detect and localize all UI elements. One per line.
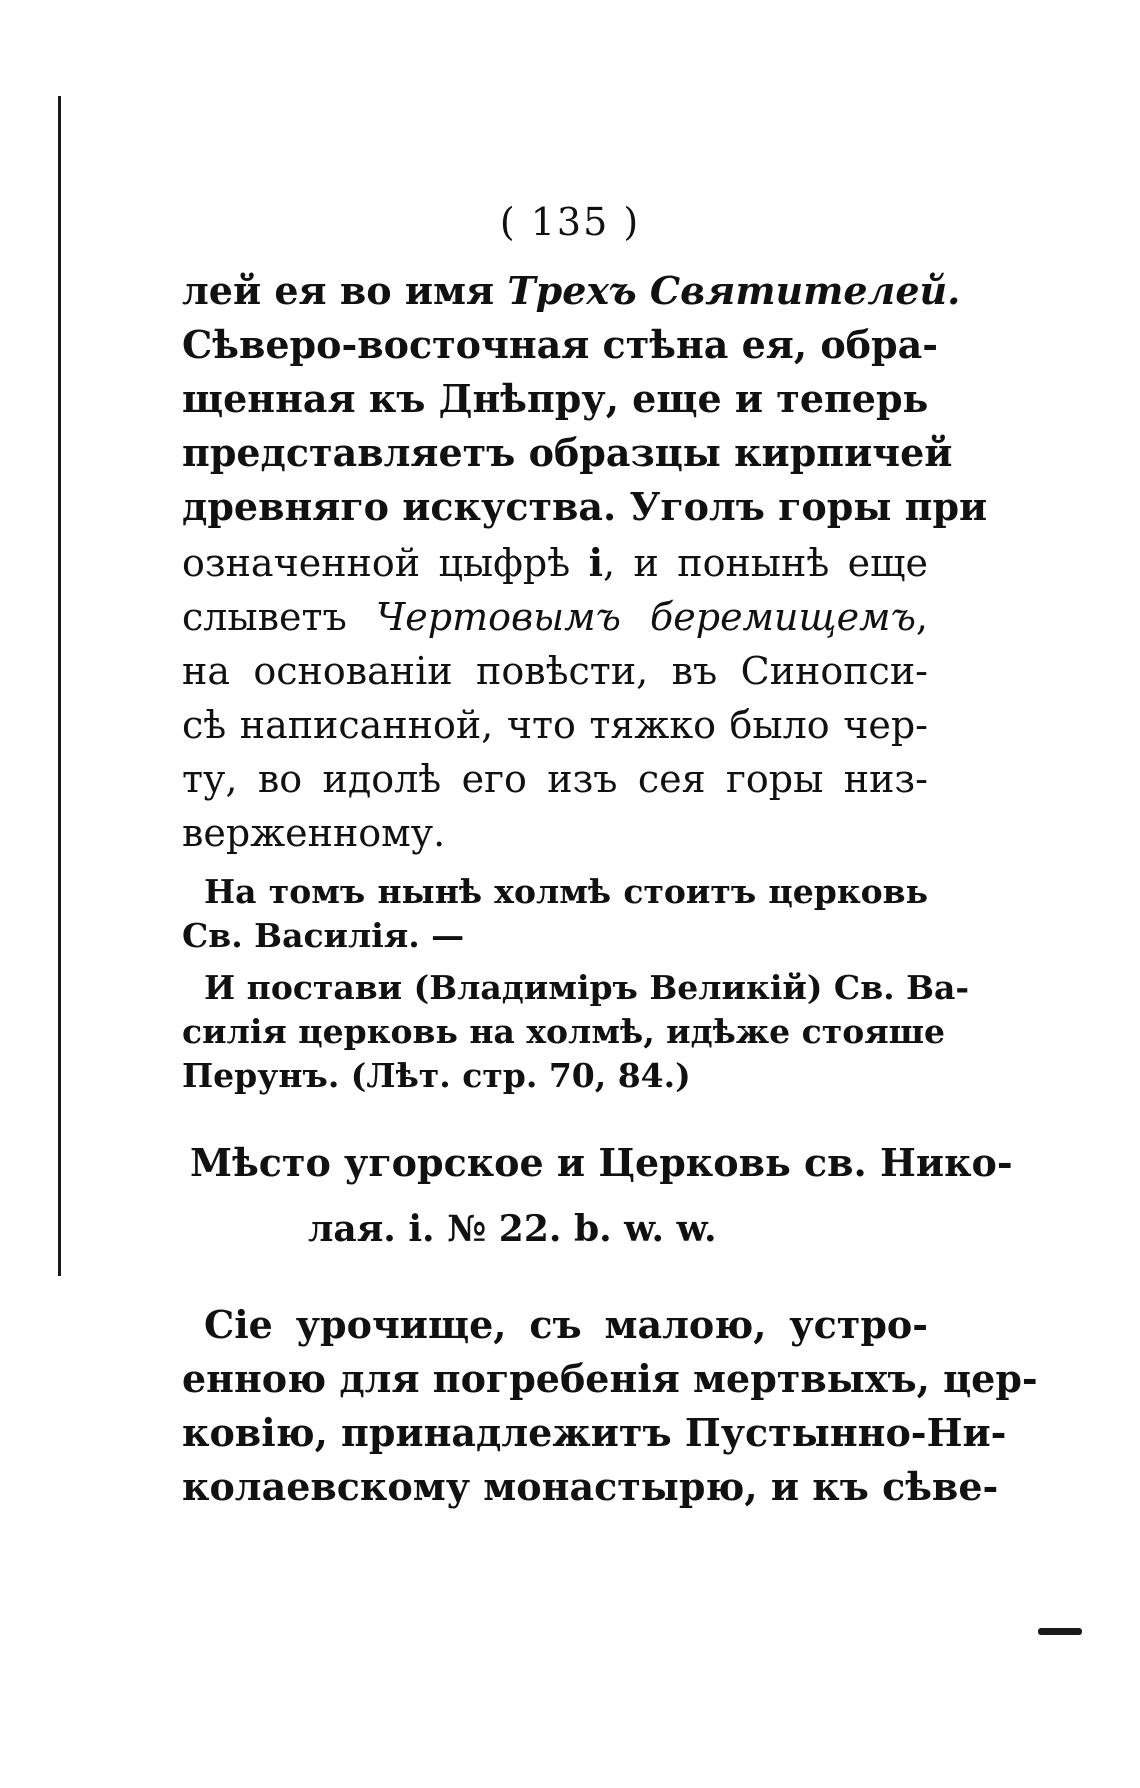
page-number: ( 135 )	[499, 200, 641, 244]
text-line: древняго искуства. Уголъ горы при	[182, 484, 988, 529]
quote-line: силія церковь на холмѣ, идѣже стояше	[182, 1012, 946, 1051]
scan-edge-rule	[58, 96, 61, 1276]
text-line: щенная къ Днѣпру, еще и теперь	[182, 376, 929, 421]
numeral-glyph: і	[588, 540, 603, 585]
text-line: ковію, принадлежитъ Пустынно-Ни-	[182, 1410, 1007, 1455]
scan-ink-mark	[1038, 1628, 1082, 1635]
text-line: верженному.	[182, 811, 446, 855]
text-line: колаевскому монастырю, и къ сѣве-	[182, 1464, 999, 1509]
text-line: слыветъ Чертовымъ беремищемъ,	[182, 595, 928, 639]
quote-line: И постави (Владиміръ Великій) Св. Ва-	[204, 968, 970, 1007]
text-line: На томъ нынѣ холмѣ стоитъ церковь	[204, 872, 928, 911]
text-line: енною для погребенія мертвыхъ, цер-	[182, 1356, 1038, 1401]
text-line: ту, во идолѣ его изъ сея горы низ-	[182, 757, 928, 801]
section-heading: Мѣсто угорское и Церковь св. Нико-	[190, 1140, 1013, 1185]
text-line: Св. Василія. —	[182, 916, 465, 955]
text-line: сѣ написанной, что тяжко было чер-	[182, 703, 928, 747]
section-heading-continued: лая. і. № 22. b. w. w.	[308, 1208, 717, 1250]
quote-line: Перунъ. (Лѣт. стр. 70, 84.)	[182, 1056, 691, 1095]
text-line: Сіе урочище, съ малою, устро-	[204, 1302, 928, 1347]
text-line: означенной цыфрѣ і, и понынѣ еще	[182, 540, 928, 585]
text-line: лей ея во имя Трехъ Святителей.	[182, 268, 961, 313]
text-line: представляетъ образцы кирпичей	[182, 430, 953, 475]
text-line: на основаніи повѣсти, въ Синопси-	[182, 649, 928, 693]
text-line: Сѣверо-восточная стѣна ея, обра-	[182, 322, 938, 367]
